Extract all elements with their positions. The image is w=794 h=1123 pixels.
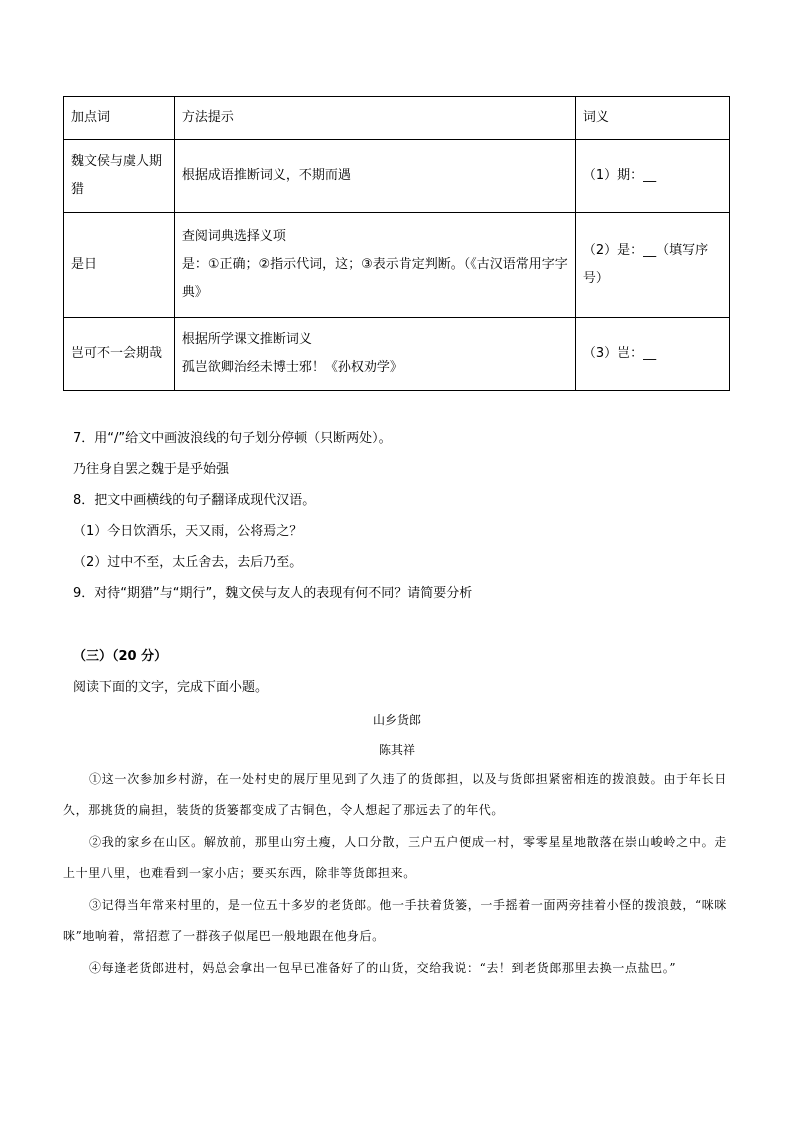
cell-word: 是日 (64, 213, 175, 318)
method-line: 根据成语推断词义，不期而遇 (181, 168, 351, 183)
question-8-item-1: （1）今日饮酒乐，天又雨，公将焉之？ (73, 524, 303, 539)
vocabulary-table (63, 96, 730, 391)
table-row (64, 213, 730, 318)
cell-method (174, 140, 575, 213)
table-header-row (64, 97, 730, 140)
method-line: 孤岂欲卿治经未博士邪！《孙权劝学》 (181, 360, 403, 375)
cell-method (174, 213, 575, 318)
article-paragraph-4: ④每逢老货郎进村，妈总会拿出一包早已准备好了的山货，交给我说：“去！到老货郎那里去换一点盐巴。” (89, 961, 677, 975)
header-method: 方法提示 (174, 97, 575, 140)
cell-meaning: （2）是：__（填写序号） (575, 213, 729, 318)
method-line: 根据所学课文推断词义 (181, 332, 312, 347)
question-7-sentence: 乃往身自罢之魏于是乎始强 (73, 462, 230, 477)
section-heading: （三）（20 分） (73, 649, 168, 664)
method-line: 查阅词典选择义项 (181, 229, 286, 244)
cell-word: 岂可不一会期哉 (64, 318, 175, 391)
section-instruction: 阅读下面的文字，完成下面小题。 (73, 680, 269, 695)
cell-word: 魏文侯与虞人期猎 (64, 140, 175, 213)
article-paragraph-1: ①这一次参加乡村游，在一处村史的展厅里见到了久违了的货郎担，以及与货郎担紧密相连的拨浪鼓。由于年长日久，那挑货的扁担，装货的货篓都变成了古铜色，令人想起了那远去了的年代。 (63, 772, 727, 817)
header-word: 加点词 (64, 97, 175, 140)
question-8-item-2: （2）过中不至，太丘舍去，去后乃至。 (73, 555, 303, 570)
question-7: 7．用“/”给文中画波浪线的句子划分停顿（只断两处）。 (73, 431, 392, 446)
article-paragraph-3: ③记得当年常来村里的，是一位五十多岁的老货郎。他一手扶着货篓，一手摇着一面两旁挂着小怪的拨浪鼓，“咪咪咪”地响着，常招惹了一群孩子似尾巴一般地跟在他身后。 (63, 898, 727, 943)
cell-meaning: （3）岂：__ (575, 318, 729, 391)
header-meaning: 词义 (575, 97, 729, 140)
table-row (64, 140, 730, 213)
cell-method (174, 318, 575, 391)
article-title: 山乡货郎 (372, 713, 421, 727)
table-row (64, 318, 730, 391)
article-author: 陈其祥 (378, 743, 415, 757)
cell-meaning: （1）期：__ (575, 140, 729, 213)
article-paragraph-2: ②我的家乡在山区。解放前，那里山穷土瘦，人口分散，三户五户便成一村，零零星星地散落在崇山峻岭之中。走上十里八里，也难看到一家小店；要买东西，除非等货郎担来。 (63, 835, 727, 880)
method-line: 是：①正确；②指示代词，这；③表示肯定判断。（《古汉语常用字字典》 (181, 257, 568, 300)
question-9: 9．对待“期猎”与“期行”，魏文侯与友人的表现有何不同？请简要分析 (73, 586, 473, 601)
question-8: 8．把文中画横线的句子翻译成现代汉语。 (73, 493, 316, 508)
